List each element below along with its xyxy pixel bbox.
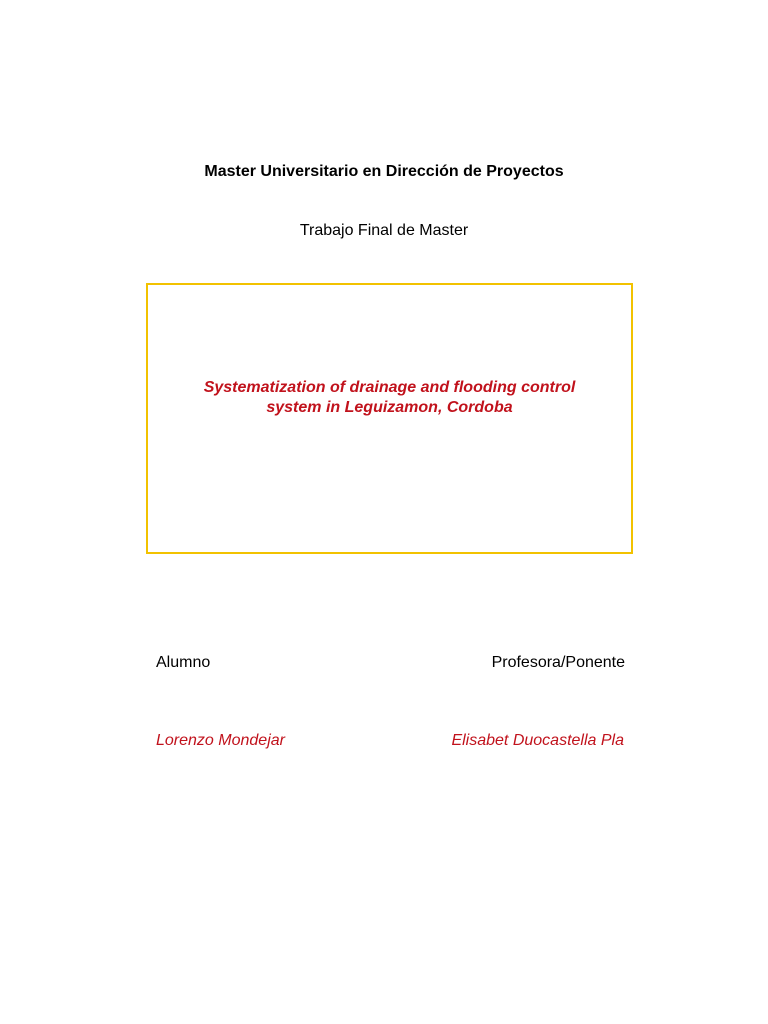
student-label: Alumno	[156, 654, 211, 671]
advisor-name: Elisabet Duocastella Pla	[451, 732, 624, 749]
degree-heading: Master Universitario en Dirección de Proyectos	[204, 163, 564, 180]
thesis-title-line-2: system in Leguizamon, Cordoba	[266, 399, 513, 416]
thesis-title	[148, 378, 631, 418]
student-name: Lorenzo Mondejar	[156, 732, 285, 749]
title-box	[146, 283, 633, 554]
advisor-label: Profesora/Ponente	[491, 654, 625, 671]
document-type: Trabajo Final de Master	[299, 222, 469, 239]
thesis-title-line-1: Systematization of drainage and flooding control	[203, 379, 576, 396]
